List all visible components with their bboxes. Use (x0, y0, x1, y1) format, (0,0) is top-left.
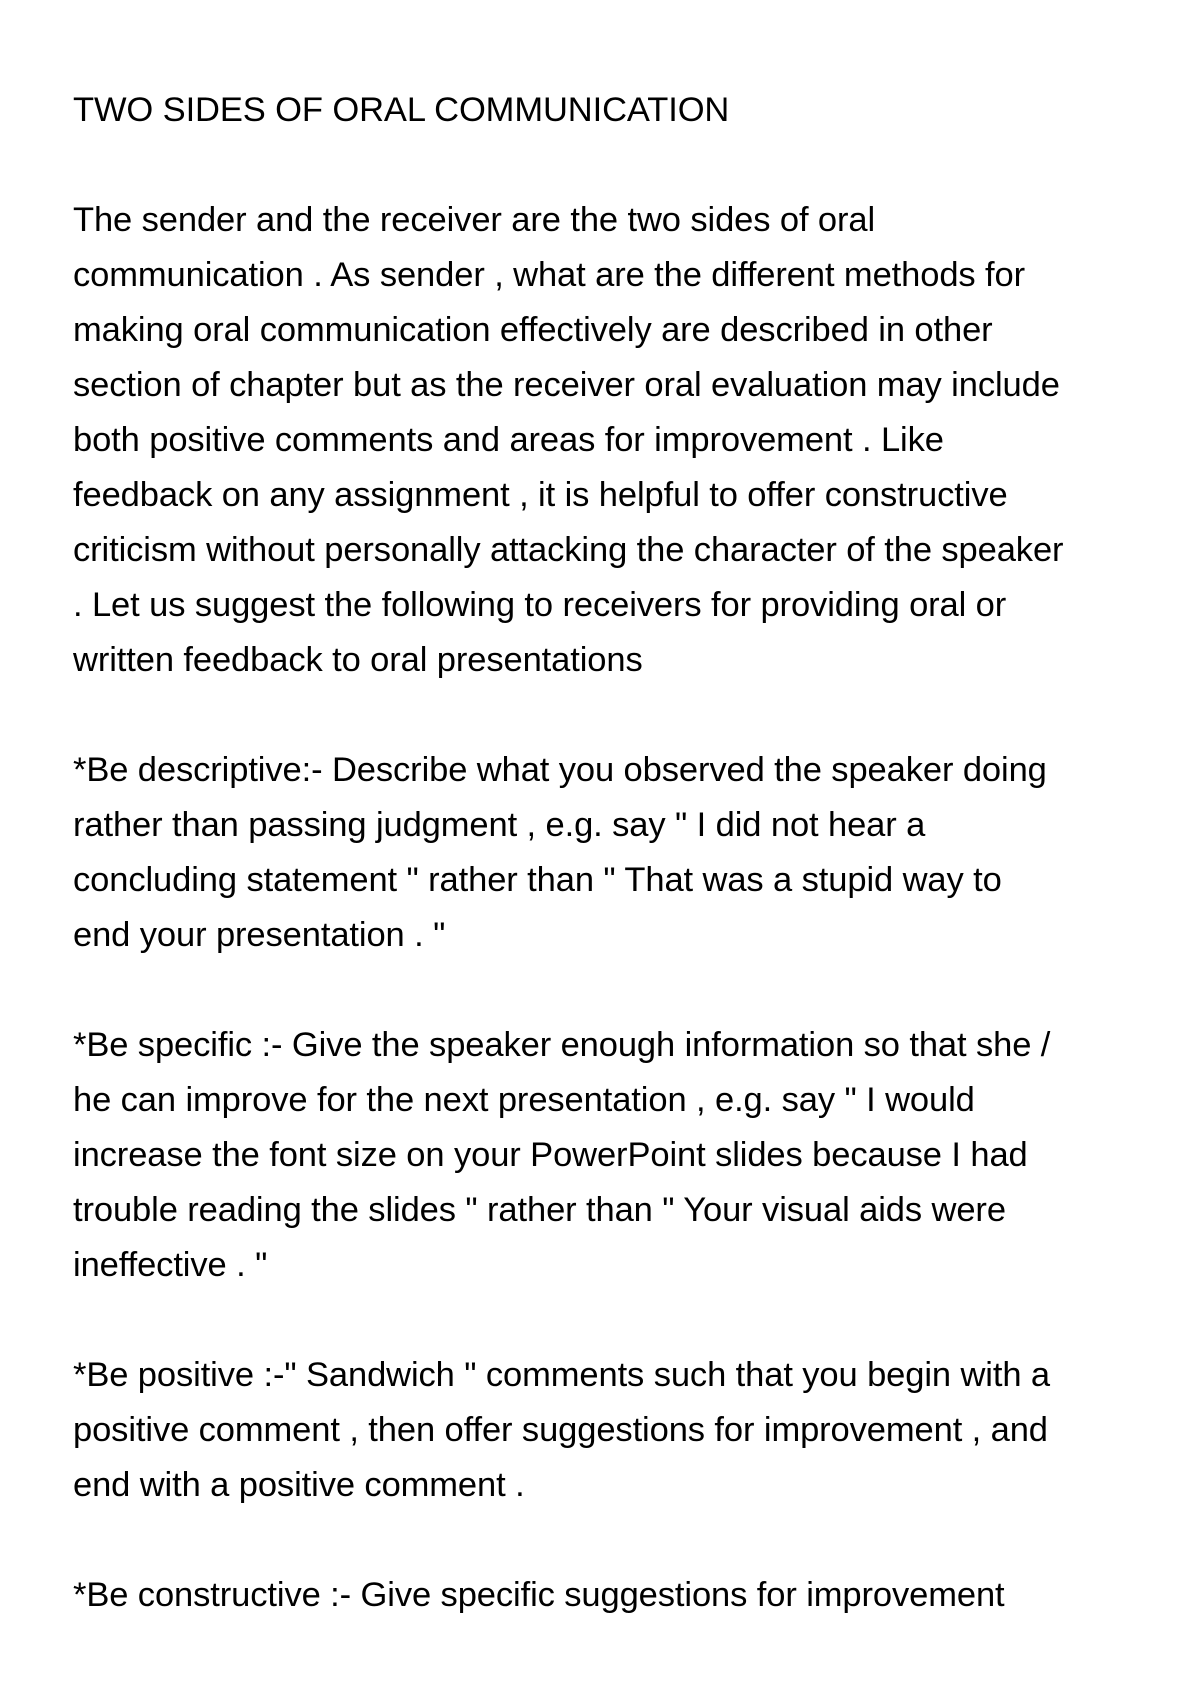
text-line: rather than passing judgment , e.g. say " I did not hear a (73, 806, 926, 844)
text-line: The sender and the receiver are the two sides of oral (73, 201, 876, 239)
text-line: positive comment , then offer suggestions for improvement , and (73, 1411, 1048, 1449)
text-line: feedback on any assignment , it is helpful to offer constructive (73, 476, 1008, 514)
descriptive-tip-paragraph (73, 743, 1153, 963)
text-line: end with a positive comment . (73, 1466, 525, 1504)
text-line: both positive comments and areas for improvement . Like (73, 421, 944, 459)
text-line: he can improve for the next presentation , e.g. say " I would (73, 1081, 975, 1119)
text-line: written feedback to oral presentations (73, 641, 643, 679)
text-line: *Be descriptive:- Describe what you observed the speaker doing (73, 751, 1047, 789)
text-line: communication . As sender , what are the different methods for (73, 256, 1026, 294)
text-line: *Be positive :-" Sandwich " comments such that you begin with a (73, 1356, 1051, 1394)
text-line: . Let us suggest the following to receivers for providing oral or (73, 586, 1007, 624)
specific-tip-paragraph (73, 1018, 1153, 1293)
text-line: *Be specific :- Give the speaker enough information so that she / (73, 1026, 1051, 1064)
positive-tip-paragraph (73, 1348, 1153, 1513)
text-line: ineffective . " (73, 1246, 268, 1284)
text-line: concluding statement " rather than " That was a stupid way to (73, 861, 1002, 899)
document-body (73, 83, 1153, 1678)
text-line: trouble reading the slides " rather than " Your visual aids were (73, 1191, 1006, 1229)
text-line: *Be constructive :- Give specific suggestions for improvement (73, 1576, 1005, 1614)
constructive-tip-paragraph (73, 1568, 1153, 1623)
text-line: section of chapter but as the receiver oral evaluation may include (73, 366, 1060, 404)
text-line: increase the font size on your PowerPoint slides because I had (73, 1136, 1028, 1174)
text-line: making oral communication effectively are described in other (73, 311, 993, 349)
text-line: end your presentation . " (73, 916, 446, 954)
page-title: TWO SIDES OF ORAL COMMUNICATION (73, 91, 730, 129)
intro-paragraph (73, 193, 1153, 688)
text-line: criticism without personally attacking the character of the speaker (73, 531, 1064, 569)
